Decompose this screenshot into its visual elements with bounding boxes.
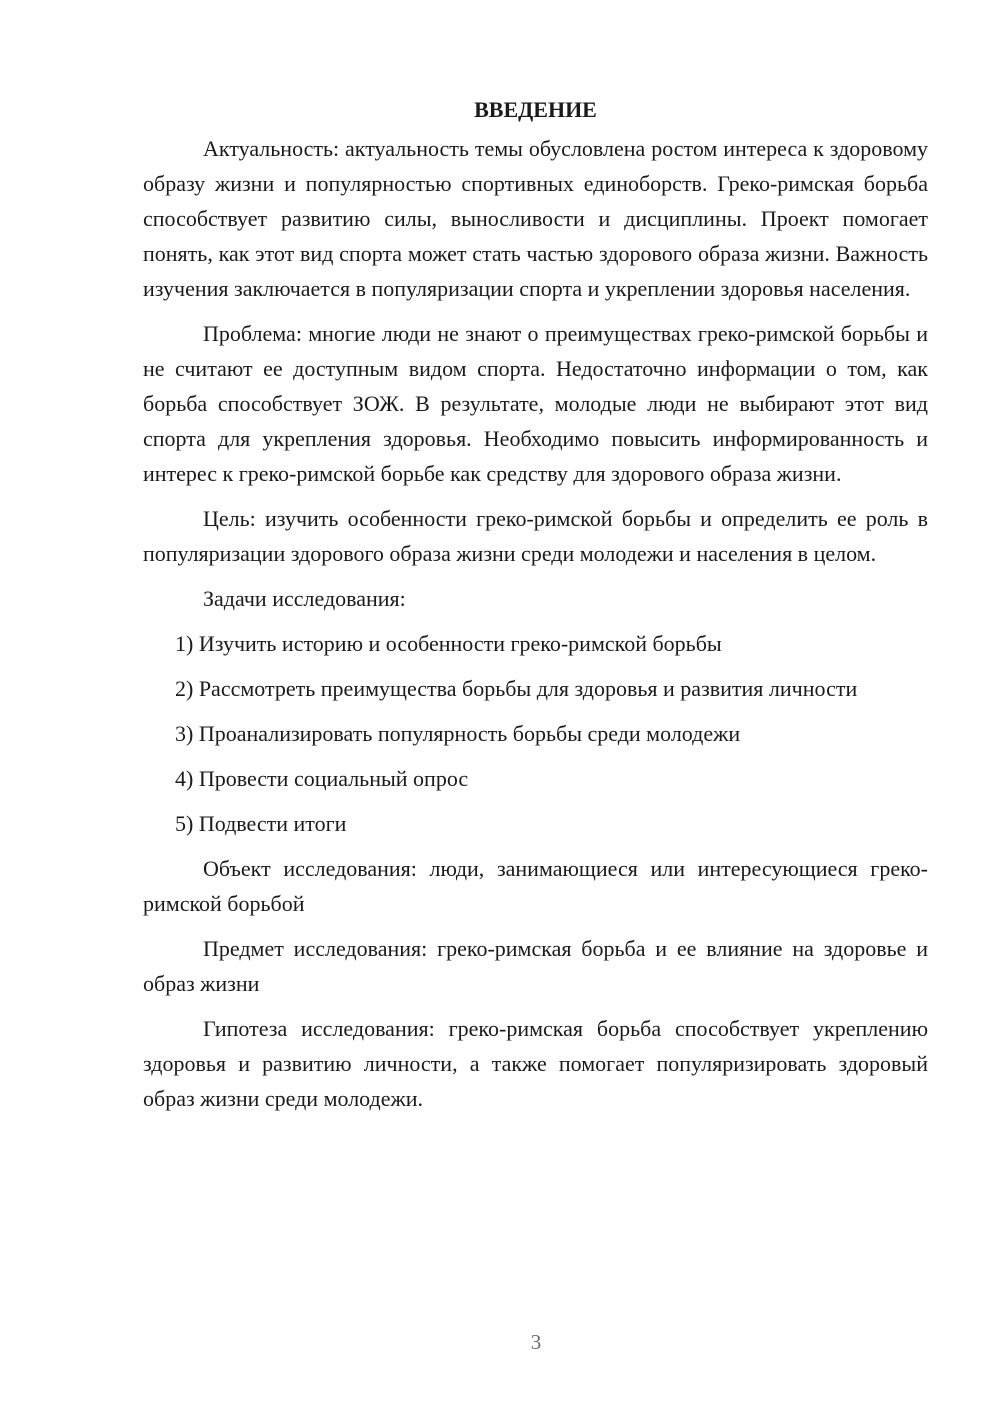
list-item: 2) Рассмотреть преимущества борьбы для здоровья и развития личности	[175, 676, 858, 701]
paragraph-relevance: Актуальность: актуальность темы обусловлена ростом интереса к здоровому образу жизни и популярностью спортивных единоборств. Греко-римская борьба способствует развитию силы, выносливости и дисциплины. Проект помогает понять, как этот вид спорта может стать частью здорового образа жизни. Важность изучения заключается в популяризации спорта и укреплении здоровья населения.	[143, 136, 928, 301]
page-title: ВВЕДЕНИЕ	[474, 97, 597, 122]
list-item: 5) Подвести итоги	[175, 811, 347, 836]
tasks-list	[143, 626, 928, 841]
page-number: 3	[530, 1330, 542, 1354]
tasks-heading: Задачи исследования:	[203, 586, 406, 611]
paragraph-object: Объект исследования: люди, занимающиеся или интересующиеся греко-римской борьбой	[143, 856, 928, 916]
document-page	[143, 92, 928, 1126]
paragraph-hypothesis: Гипотеза исследования: греко-римская борьба способствует укреплению здоровья и развитию личности, а также помогает популяризировать здоровый образ жизни среди молодежи.	[143, 1016, 928, 1111]
list-item: 3) Проанализировать популярность борьбы среди молодежи	[175, 721, 741, 746]
paragraph-goal: Цель: изучить особенности греко-римской борьбы и определить ее роль в популяризации здорового образа жизни среди молодежи и населения в целом.	[143, 506, 928, 566]
paragraph-problem: Проблема: многие люди не знают о преимуществах греко-римской борьбы и не считают ее доступным видом спорта. Недостаточно информации о том, как борьба способствует ЗОЖ. В результате, молодые люди не выбирают этот вид спорта для укрепления здоровья. Необходимо повысить информированность и интерес к греко-римской борьбе как средству для здорового образа жизни.	[143, 321, 928, 486]
list-item: 4) Провести социальный опрос	[175, 766, 469, 791]
list-item: 1) Изучить историю и особенности греко-римской борьбы	[175, 631, 722, 656]
paragraph-subject: Предмет исследования: греко-римская борьба и ее влияние на здоровье и образ жизни	[143, 936, 928, 996]
